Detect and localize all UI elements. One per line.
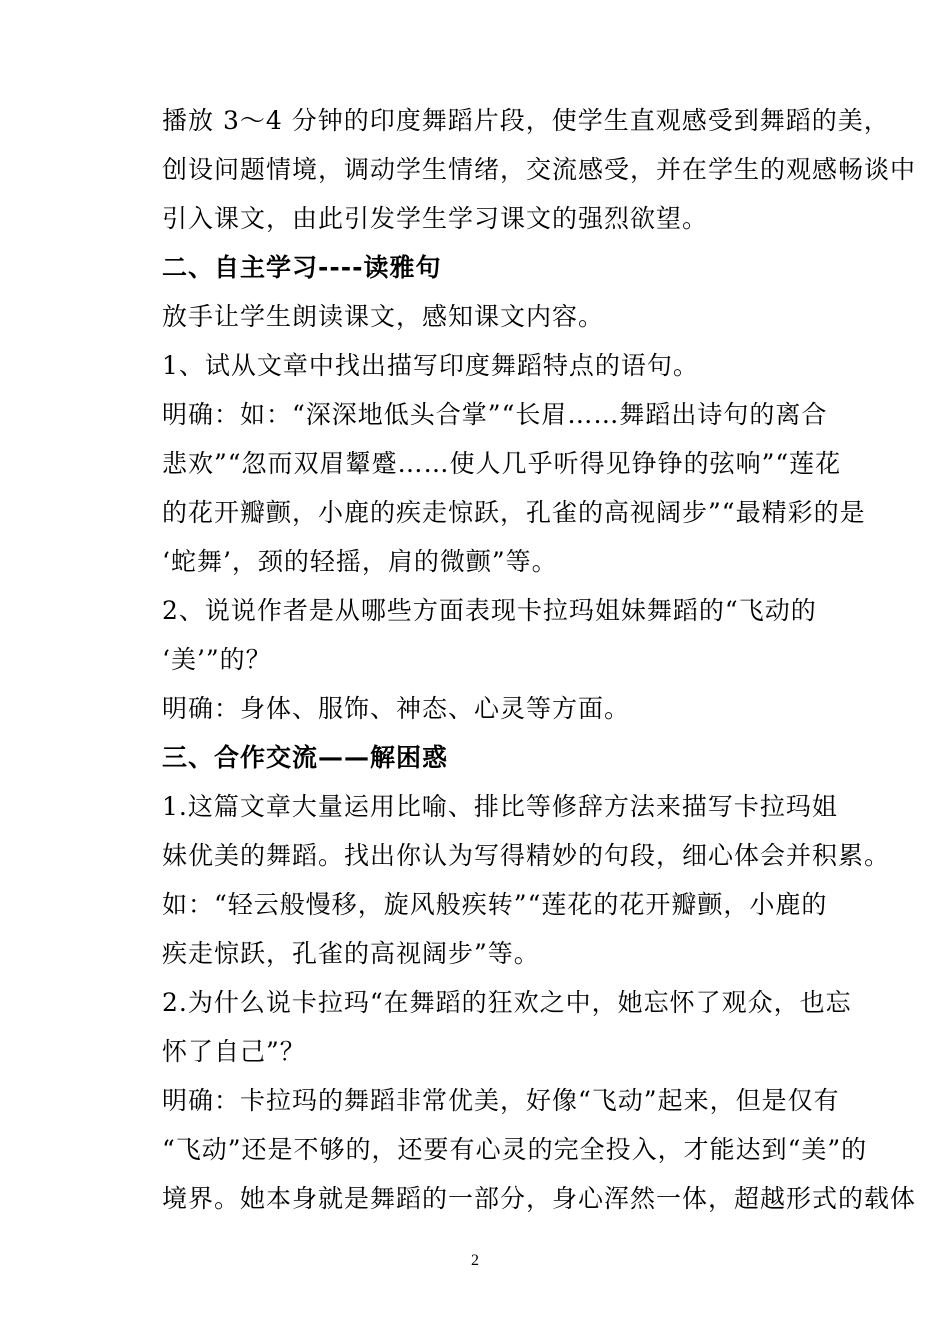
paragraph: [112, 782, 891, 880]
text-line: 1.这篇文章大量运用比喻、排比等修辞方法来描写卡拉玛姐: [162, 792, 838, 821]
text-line: 放手让学生朗读课文，感知课文内容。: [162, 302, 605, 331]
paragraph: [112, 292, 842, 341]
text-line: 怀了自己”？: [162, 1037, 306, 1066]
paragraph: [112, 96, 917, 243]
text-line: 明确：身体、服饰、神态、心灵等方面。: [162, 694, 631, 723]
text-line: ‘蛇舞’，颈的轻摇，肩的微颤”等。: [162, 547, 558, 576]
paragraph: [112, 880, 842, 978]
text-line: 疾走惊跃，孔雀的高视阔步”等。: [162, 939, 540, 968]
paragraph: [112, 341, 842, 390]
paragraph: [112, 390, 866, 586]
text-line: 明确：卡拉玛的舞蹈非常优美，好像“飞动”起来，但是仅有: [162, 1086, 840, 1115]
document-page: [112, 96, 917, 1223]
text-line: 如：“轻云般慢移，旋风般疾转”“莲花的花开瓣颤，小鹿的: [162, 890, 828, 919]
text-line: 明确：如：“深深地低头合掌”“长眉……舞蹈出诗句的离合: [162, 400, 828, 429]
text-line: 的花开瓣颤，小鹿的疾走惊跃，孔雀的高视阔步”“最精彩的是: [162, 498, 866, 527]
section-heading: [112, 733, 842, 782]
page-number: 2: [471, 1252, 479, 1269]
paragraph: [112, 586, 842, 684]
paragraph: [112, 1076, 917, 1223]
paragraph: [112, 978, 852, 1076]
text-line: 三、合作交流——解困惑: [162, 743, 449, 772]
text-line: 悲欢”“忽而双眉颦蹙……使人几乎听得见铮铮的弦响”“莲花: [162, 449, 842, 478]
text-line: “飞动”还是不够的，还要有心灵的完全投入，才能达到“美”的: [162, 1135, 868, 1164]
text-line: 创设问题情境，调动学生情绪，交流感受，并在学生的观感畅谈中: [162, 155, 917, 184]
text-line: 二、自主学习----读雅句: [162, 253, 442, 282]
text-line: 引入课文，由此引发学生学习课文的强烈欲望。: [162, 204, 709, 233]
text-line: 1、试从文章中找出描写印度舞蹈特点的语句。: [162, 351, 699, 380]
text-line: 2、说说作者是从哪些方面表现卡拉玛姐妹舞蹈的“飞动的: [162, 596, 817, 625]
text-line: 境界。她本身就是舞蹈的一部分，身心浑然一体，超越形式的载体: [162, 1184, 917, 1213]
text-line: ‘美’”的？: [162, 645, 272, 674]
text-line: 妹优美的舞蹈。找出你认为写得精妙的句段，细心体会并积累。: [162, 841, 891, 870]
paragraph: [112, 684, 842, 733]
text-line: 2.为什么说卡拉玛“在舞蹈的狂欢之中，她忘怀了观众，也忘: [162, 988, 852, 1017]
section-heading: [112, 243, 842, 292]
text-line: 播放 3～4 分钟的印度舞蹈片段，使学生直观感受到舞蹈的美，: [162, 106, 890, 135]
document-body: [112, 96, 917, 1223]
